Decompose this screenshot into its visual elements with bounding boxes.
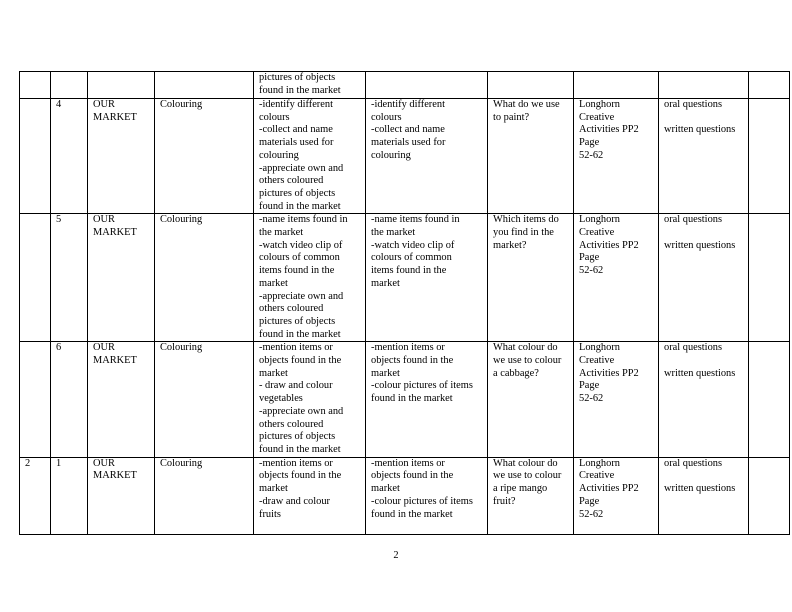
resources-cell: Longhorn Creative Activities PP2 Page 52-62 [574, 457, 659, 534]
week-cell [20, 72, 51, 99]
sub-strand-cell: Colouring [155, 214, 254, 342]
inquiry-cell: What do we use to paint? [488, 99, 574, 214]
table-row [20, 342, 790, 457]
sub-strand-cell: Colouring [155, 457, 254, 534]
resources-cell: Longhorn Creative Activities PP2 Page 52-62 [574, 214, 659, 342]
lesson-cell [51, 72, 88, 99]
activities-cell: -identify different colours -collect and name materials used for colouring [366, 99, 488, 214]
objectives-cell: -identify different colours -collect and name materials used for colouring -appreciate own and others coloured pictures of objects found in the market [254, 99, 366, 214]
strand-cell: OUR MARKET [88, 457, 155, 534]
activities-cell: -mention items or objects found in the market -colour pictures of items found in the market [366, 457, 488, 534]
resources-cell: Longhorn Creative Activities PP2 Page 52-62 [574, 99, 659, 214]
week-cell: 2 [20, 457, 51, 534]
assessment-cell [659, 72, 749, 99]
activities-cell: -mention items or objects found in the market -colour pictures of items found in the market [366, 342, 488, 457]
sub-strand-cell: Colouring [155, 342, 254, 457]
table-row-continued [20, 72, 790, 99]
objectives-cell: -name items found in the market -watch video clip of colours of common items found in the market -appreciate own and others coloured pictures of objects found in the market [254, 214, 366, 342]
lesson-cell: 4 [51, 99, 88, 214]
remarks-cell [749, 457, 790, 534]
objectives-cell [254, 72, 366, 99]
objectives-cell: -mention items or objects found in the market - draw and colour vegetables -appreciate own and others coloured pictures of objects found in the market [254, 342, 366, 457]
assessment-cell: oral questions written questions [659, 99, 749, 214]
scheme-of-work-table [19, 71, 790, 535]
sub-strand-cell: Colouring [155, 99, 254, 214]
activities-cell: -name items found in the market -watch video clip of colours of common items found in the market [366, 214, 488, 342]
assessment-cell: oral questions written questions [659, 342, 749, 457]
resources-cell: Longhorn Creative Activities PP2 Page 52-62 [574, 342, 659, 457]
strand-cell: OUR MARKET [88, 342, 155, 457]
lesson-cell: 1 [51, 457, 88, 534]
resources-cell [574, 72, 659, 99]
strand-cell: OUR MARKET [88, 214, 155, 342]
strand-cell: OUR MARKET [88, 99, 155, 214]
table-row [20, 99, 790, 214]
inquiry-cell: Which items do you find in the market? [488, 214, 574, 342]
remarks-cell [749, 214, 790, 342]
assessment-cell: oral questions written questions [659, 457, 749, 534]
assessment-cell: oral questions written questions [659, 214, 749, 342]
sub-strand-cell [155, 72, 254, 99]
lesson-cell: 6 [51, 342, 88, 457]
remarks-cell [749, 342, 790, 457]
objectives-text: pictures of objects found in the market [259, 72, 341, 96]
inquiry-cell: What colour do we use to colour a cabbage? [488, 342, 574, 457]
inquiry-cell [488, 72, 574, 99]
inquiry-cell: What colour do we use to colour a ripe mango fruit? [488, 457, 574, 534]
strand-cell [88, 72, 155, 99]
table-row [20, 214, 790, 342]
week-cell [20, 99, 51, 214]
page-number: 2 [393, 550, 399, 561]
week-cell [20, 214, 51, 342]
week-cell [20, 342, 51, 457]
lesson-cell: 5 [51, 214, 88, 342]
remarks-cell [749, 72, 790, 99]
remarks-cell [749, 99, 790, 214]
table-row [20, 457, 790, 534]
activities-cell [366, 72, 488, 99]
objectives-cell: -mention items or objects found in the market -draw and colour fruits [254, 457, 366, 534]
